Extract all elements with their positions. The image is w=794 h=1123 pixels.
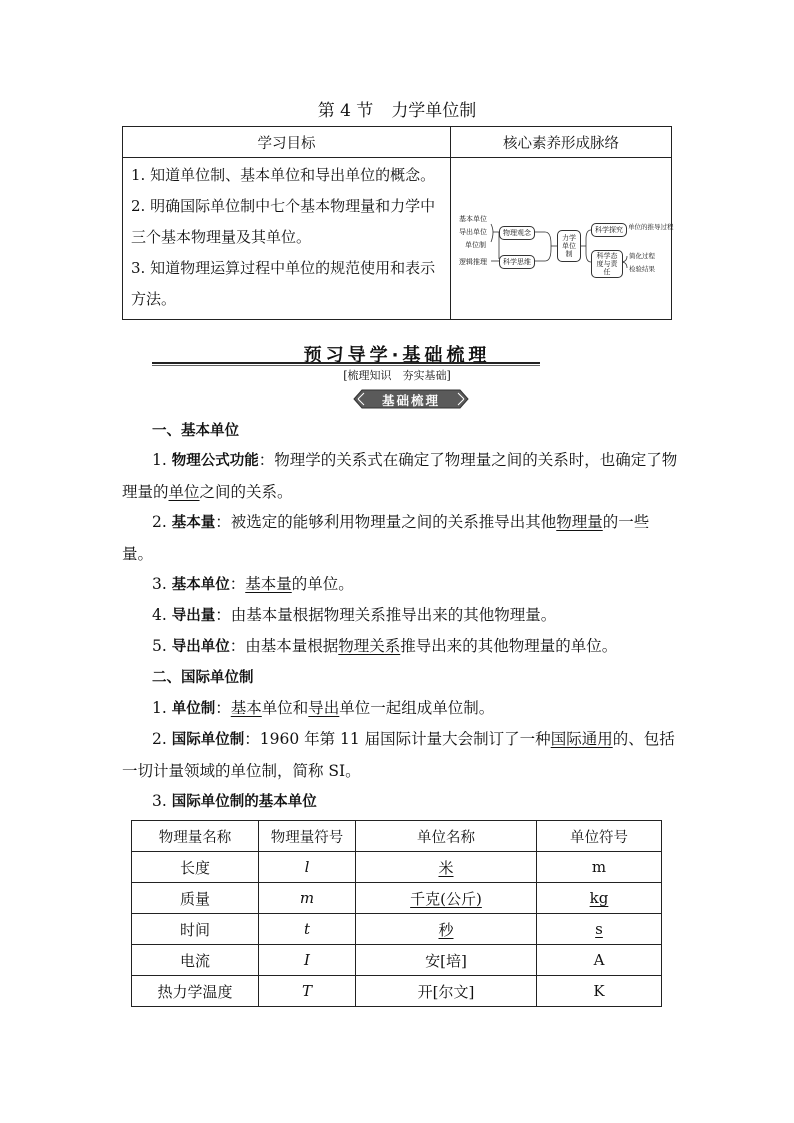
- banner-divider-thin: [152, 365, 540, 366]
- page-title: [0, 96, 794, 121]
- goal-item: 1. 知道单位制、基本单位和导出单位的概念。: [131, 166, 436, 184]
- cell-quantity: 质量: [132, 883, 259, 914]
- goal-item: 2. 明确国际单位制中七个基本物理量和力学中三个基本物理量及其单位。: [131, 197, 436, 246]
- diagram-label: 简化过程: [629, 251, 655, 260]
- cell-unit-symbol: A: [537, 945, 662, 976]
- table-header-row: [132, 821, 662, 852]
- goals-table: [122, 126, 672, 320]
- concept-diagram: [451, 164, 674, 314]
- table-row: [132, 914, 662, 945]
- goal-item: 3. 知道物理运算过程中单位的规范使用和表示方法。: [131, 259, 436, 308]
- col-header: 单位名称: [356, 821, 537, 852]
- section1-item-2: 2. 基本量：被选定的能够利用物理量之间的关系推导出其他物理量的一些量。: [122, 513, 650, 563]
- banner-title: 预习导学·基础梳理: [303, 345, 491, 366]
- section2-item-2: 2. 国际单位制：1960 年第 11 届国际计量大会制订了一种国际通用的、包括一切计量领域的单位制，简称 SI。: [122, 730, 675, 780]
- section2-heading: 二、国际单位制: [152, 670, 254, 686]
- diagram-node-center: 力学单位制: [557, 230, 581, 262]
- diagram-label: 基本单位: [459, 214, 487, 223]
- banner-divider: [152, 362, 540, 364]
- framework-header: 核心素养形成脉络: [451, 127, 672, 158]
- cell-symbol: I: [259, 945, 356, 976]
- banner-subtitle: [梳理知识 夯实基础]: [343, 369, 451, 382]
- section-name: 力学单位制: [391, 101, 477, 121]
- section-tag: [352, 389, 470, 409]
- section2-item-3: 3. 国际单位制的基本单位: [152, 792, 317, 810]
- cell-quantity: 时间: [132, 914, 259, 945]
- cell-unit: 安[培]: [356, 945, 537, 976]
- cell-unit: 米: [356, 852, 537, 883]
- cell-quantity: 热力学温度: [132, 976, 259, 1007]
- section1-item-5: 5. 导出单位：由基本量根据物理关系推导出来的其他物理量的单位。: [152, 637, 618, 655]
- cell-symbol: t: [259, 914, 356, 945]
- cell-symbol: l: [259, 852, 356, 883]
- col-header: 物理量符号: [259, 821, 356, 852]
- diagram-label: 单位的推导过程: [628, 222, 674, 231]
- cell-unit: 开[尔文]: [356, 976, 537, 1007]
- diagram-node-thinking: 科学思维: [499, 255, 535, 269]
- cell-quantity: 长度: [132, 852, 259, 883]
- section1-item-4: 4. 导出量：由基本量根据物理关系推导出来的其他物理量。: [152, 606, 557, 624]
- section2-item-1: 1. 单位制：基本单位和导出单位一起组成单位制。: [152, 699, 495, 717]
- table-row: [132, 883, 662, 914]
- cell-unit: 千克(公斤): [356, 883, 537, 914]
- tag-label: 基础梳理: [381, 393, 440, 408]
- col-header: 物理量名称: [132, 821, 259, 852]
- table-row: [132, 852, 662, 883]
- diagram-node-concept: 物理观念: [499, 226, 535, 240]
- cell-unit-symbol: K: [537, 976, 662, 1007]
- goals-list: [123, 158, 451, 320]
- diagram-label: 检验结果: [629, 264, 655, 273]
- cell-quantity: 电流: [132, 945, 259, 976]
- framework-cell: [451, 158, 672, 320]
- table-row: [132, 945, 662, 976]
- table-row: [132, 976, 662, 1007]
- cell-symbol: m: [259, 883, 356, 914]
- cell-unit: 秒: [356, 914, 537, 945]
- si-base-units-table: [131, 820, 662, 1007]
- section1-item-3: 3. 基本单位：基本量的单位。: [152, 575, 354, 593]
- cell-symbol: T: [259, 976, 356, 1007]
- cell-unit-symbol: s: [537, 914, 662, 945]
- cell-unit-symbol: kg: [537, 883, 662, 914]
- diagram-node-inquiry: 科学探究: [591, 223, 627, 237]
- cell-unit-symbol: m: [537, 852, 662, 883]
- section-number: 第 4 节: [317, 101, 374, 121]
- section1-heading: 一、基本单位: [152, 423, 239, 439]
- diagram-label: 逻辑推理: [459, 257, 487, 266]
- diagram-label: 单位制: [465, 240, 486, 249]
- col-header: 单位符号: [537, 821, 662, 852]
- diagram-node-attitude: 科学态度与责任: [591, 250, 623, 278]
- goals-header: 学习目标: [123, 127, 451, 158]
- diagram-label: 导出单位: [459, 227, 487, 236]
- section1-item-1: 1. 物理公式功能：物理学的关系式在确定了物理量之间的关系时，也确定了物理量的单位之间的关系。: [122, 451, 678, 501]
